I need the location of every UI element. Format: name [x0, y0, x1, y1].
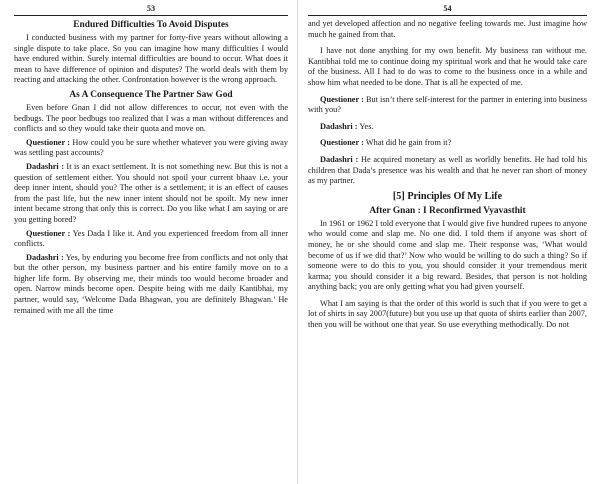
speaker-label: Questioner :	[26, 228, 71, 238]
paragraph: In 1961 or 1962 I told everyone that I would give five hundred rupees to anyone who would come and slap me. No one did. I told them if anyone was short of money, he or she should come and slap me. Their response was, ‘What would become of us if we did that?’ Now who would be willing to do such a thing? So if someone were to do this to you, you should consider it your tremendous merit karma; you should consider it a big reward. Besides, that person is not holding anything back; you are only getting what you had given yourself.	[308, 218, 587, 292]
page-gutter	[297, 0, 298, 484]
chapter-heading: [5] Principles Of My Life	[392, 190, 503, 202]
dialogue-text: Yes.	[357, 121, 374, 131]
section-heading: As A Consequence The Partner Saw God	[69, 89, 233, 100]
paragraph: and yet developed affection and no negative feeling towards me. Just imagine how much he gained from that.	[308, 19, 587, 39]
dialogue-text: But isn’t there self-interest for the partner in entering into business with you?	[308, 94, 587, 115]
section-heading: After Gnan : I Reconfirmed Vyavasthit	[369, 205, 526, 216]
speaker-label: Questioner :	[320, 94, 364, 104]
paragraph: What I am saying is that the order of this world is such that if you were to get a lot of shirts in say 2007(future) but you use up that quota of shirts earlier than 2007, then you will be without one that year. So use everything methodically. Do not	[308, 298, 587, 330]
dialogue-text: Yes, by enduring you become free from conflicts and not only that but the other person, my business partner and his entire family move on to a higher life form. By observing me, their minds too would become broader and open. Narrow minds become open. Despite being with me daily Kantibhai, my partner, would say, ‘Welcome Dada Bhagwan, you are definitely Bhagwan.’ He remained with me all the time	[14, 252, 288, 315]
left-page	[0, 0, 296, 484]
page-number: 54	[443, 4, 452, 13]
dialogue-paragraph	[14, 162, 288, 226]
right-page	[300, 0, 599, 484]
dialogue-paragraph	[308, 122, 587, 133]
speaker-label: Dadashri :	[26, 161, 64, 171]
paragraph: Even before Gnan I did not allow differences to occur, not even with the bedbugs. The poor bedbugs too realized that I was a man without differences and conflicts and so they would take their quota and move on.	[14, 102, 288, 134]
speaker-label: Dadashri :	[320, 121, 358, 131]
dialogue-text: Yes Dada I like it. And you experienced freedom from all inner conflicts.	[14, 228, 288, 249]
paragraph: I have not done anything for my own benefit. My business ran without me. Kantibhai told me to continue doing my spiritual work and that he would take care of the business. All I had to do was to come to the business once in a while and show him what needed to be done. That is all he expected of me.	[308, 46, 587, 87]
dialogue-paragraph	[14, 229, 288, 250]
dialogue-paragraph	[14, 138, 288, 159]
page-number: 53	[146, 4, 156, 13]
speaker-label: Questioner :	[26, 137, 71, 147]
speaker-label: Questioner :	[320, 138, 364, 148]
header-rule	[308, 15, 587, 16]
dialogue-paragraph	[308, 95, 587, 116]
dialogue-paragraph	[308, 155, 587, 187]
paragraph: I conducted business with my partner for forty-five years without allowing a single dispute to take place. So you can imagine how many difficulties I would have endured within. Surely internal difficulties are bound to occur. What does it mean to have difference of opinion and disputes? The world deals with them by reacting and attacking the other. Confrontation however is the wrong approach.	[14, 33, 288, 85]
dialogue-text: What did he gain from it?	[363, 138, 452, 148]
dialogue-paragraph	[14, 253, 288, 317]
speaker-label: Dadashri :	[320, 154, 359, 164]
dialogue-text: It is an exact settlement. It is not something new. But this is not a question of settlement either. You should not spoil your current bhaav i.e. your deep inner intent, should you? The other is a settlement; it is an effect of causes from the past life, but the new inner intent should not be spoilt. My new inner intent became strong that only this is correct. Do you like what I am saying or are you getting bored?	[14, 161, 288, 224]
dialogue-text: He acquired monetary as well as worldly benefits. He had told his children that Dada’s presence was his wealth and that he never ran short of money as my partner.	[308, 154, 587, 186]
header-rule	[14, 15, 288, 16]
dialogue-text: How could you be sure whether whatever you were giving away was settling past accounts?	[14, 137, 288, 158]
speaker-label: Dadashri :	[26, 252, 64, 262]
dialogue-paragraph	[308, 138, 587, 149]
section-heading: Endured Difficulties To Avoid Disputes	[73, 20, 229, 30]
